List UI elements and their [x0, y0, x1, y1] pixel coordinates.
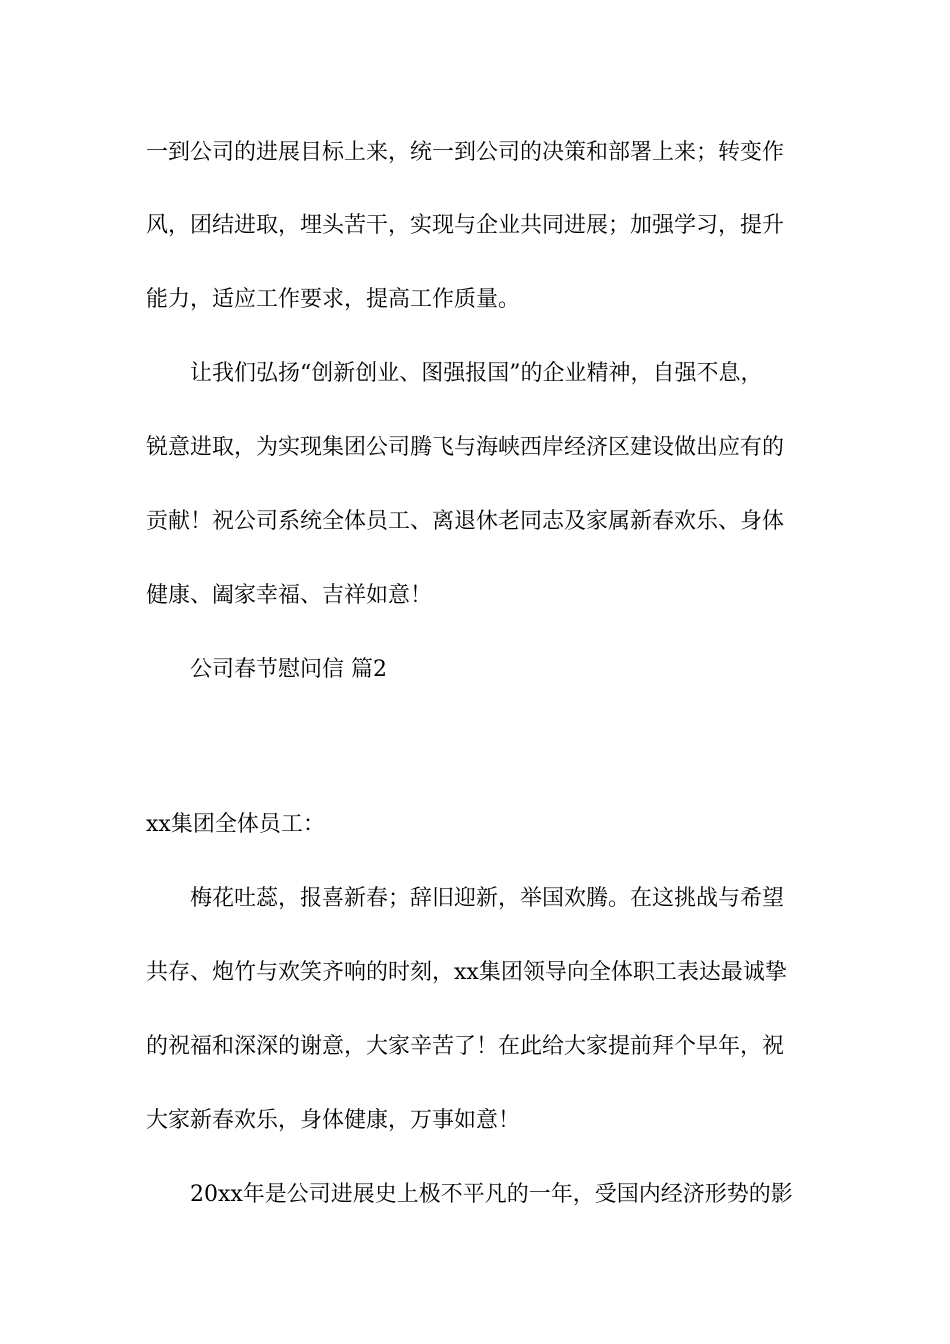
paragraph-line: 让我们弘扬“创新创业、图强报国”的企业精神，自强不息， — [190, 361, 763, 386]
salutation: xx集团全体员工： — [146, 812, 325, 837]
paragraph-line: 梅花吐蕊，报喜新春；辞旧迎新，举国欢腾。在这挑战与希望 — [190, 886, 785, 911]
paragraph-line: 共存、炮竹与欢笑齐响的时刻，xx集团领导向全体职工表达最诚挚 — [146, 960, 787, 985]
paragraph-line: 一到公司的进展目标上来，统一到公司的决策和部署上来；转变作 — [146, 140, 785, 165]
paragraph-line: 健康、阖家幸福、吉祥如意！ — [146, 583, 433, 608]
paragraph-line: 能力，适应工作要求，提高工作质量。 — [146, 287, 521, 312]
paragraph-line: 贡献！祝公司系统全体员工、离退休老同志及家属新春欢乐、身体 — [146, 509, 785, 534]
paragraph-line: 20xx年是公司进展史上极不平凡的一年，受国内经济形势的影 — [190, 1182, 793, 1207]
paragraph-line: 的祝福和深深的谢意，大家辛苦了！在此给大家提前拜个早年，祝 — [146, 1034, 785, 1059]
paragraph-line: 风，团结进取，埋头苦干，实现与企业共同进展；加强学习，提升 — [146, 213, 785, 238]
paragraph-line: 大家新春欢乐，身体健康，万事如意！ — [146, 1108, 521, 1133]
paragraph-line: 锐意进取，为实现集团公司腾飞与海峡西岸经济区建设做出应有的 — [146, 435, 785, 460]
section-heading: 公司春节慰问信 篇2 — [190, 657, 387, 682]
